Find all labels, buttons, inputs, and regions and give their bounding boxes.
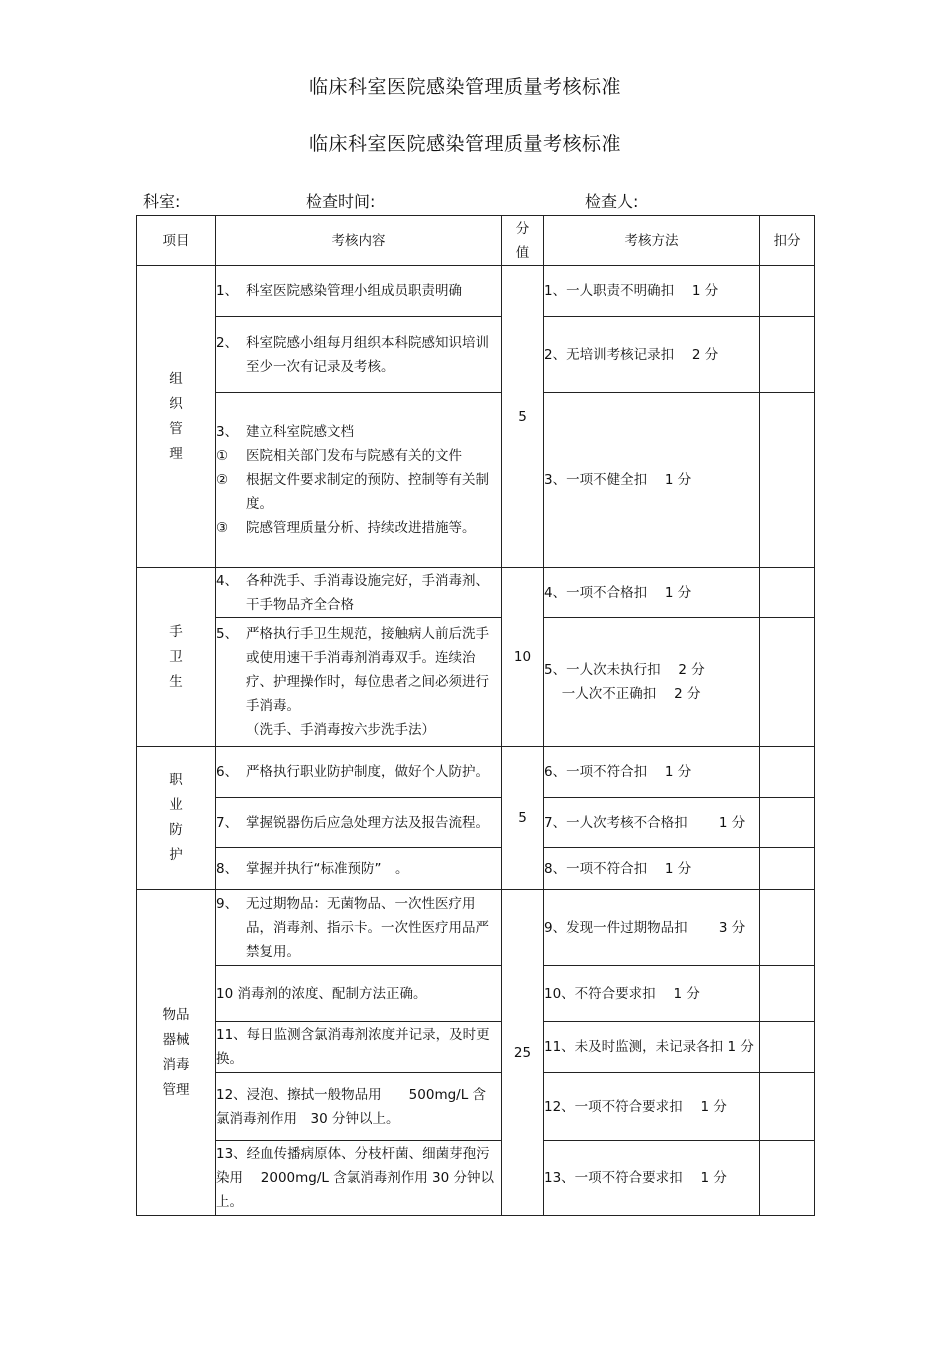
table-row xyxy=(137,747,815,798)
item-number: 9、 xyxy=(216,895,239,912)
table-row xyxy=(137,798,815,848)
item-text: 各种洗手、手消毒设施完好，手消毒剂、干手物品齐全合格 xyxy=(246,572,489,613)
score-cell: 5 xyxy=(502,266,544,568)
item-number: 4、 xyxy=(216,572,239,589)
method-cell: 8、一项不符合扣 1 分 xyxy=(544,848,760,890)
header-deduct: 扣分 xyxy=(760,216,815,266)
deduct-cell[interactable] xyxy=(760,618,815,747)
sub-item-text: 医院相关部门发布与院感有关的文件 xyxy=(246,448,462,464)
score-cell: 25 xyxy=(502,890,544,1216)
assessment-table xyxy=(136,215,815,1216)
method-cell: 11、未及时监测，未记录各扣 1 分 xyxy=(544,1022,760,1073)
item-number: 8、 xyxy=(216,860,239,877)
method-cell: 4、一项不合格扣 1 分 xyxy=(544,568,760,618)
table-row xyxy=(137,966,815,1022)
method-cell: 2、无培训考核记录扣 2 分 xyxy=(544,317,760,393)
table-row xyxy=(137,1073,815,1141)
item-text: 科室医院感染管理小组成员职责明确 xyxy=(246,283,462,299)
table-row xyxy=(137,568,815,618)
deduct-cell[interactable] xyxy=(760,890,815,966)
content-cell xyxy=(216,317,502,393)
deduct-cell[interactable] xyxy=(760,798,815,848)
item-text: 13、经血传播病原体、分枝杆菌、细菌芽孢污染用 2000mg/L 含氯消毒剂作用 30 分钟以上。 xyxy=(216,1146,494,1210)
table-row xyxy=(137,1141,815,1216)
method-cell: 9、发现一件过期物品扣 3 分 xyxy=(544,890,760,966)
deduct-cell[interactable] xyxy=(760,848,815,890)
table-row xyxy=(137,848,815,890)
content-cell xyxy=(216,1022,502,1073)
sub-item-number: ② xyxy=(216,472,229,488)
item-number: 2、 xyxy=(216,334,239,351)
sub-item-text: 根据文件要求制定的预防、控制等有关制度。 xyxy=(246,472,489,512)
method-cell: 13、一项不符合要求扣 1 分 xyxy=(544,1141,760,1216)
item-text: 10 消毒剂的浓度、配制方法正确。 xyxy=(216,985,427,1002)
item-text: 严格执行职业防护制度，做好个人防护。 xyxy=(246,764,489,780)
item-text: 严格执行手卫生规范，接触病人前后洗手或使用速干手消毒剂消毒双手。连续治疗、护理操作时，每位患者之间必须进行手消毒。 （洗手、手消毒按六步洗手法） xyxy=(246,626,489,738)
header-item: 项目 xyxy=(137,216,216,266)
header-score-line1: 分 xyxy=(515,220,530,237)
content-cell xyxy=(216,393,502,568)
method-cell: 10、不符合要求扣 1 分 xyxy=(544,966,760,1022)
score-cell: 5 xyxy=(502,747,544,890)
deduct-cell[interactable] xyxy=(760,747,815,798)
header-score-line2: 值 xyxy=(515,244,530,261)
deduct-cell[interactable] xyxy=(760,1022,815,1073)
method-cell: 3、一项不健全扣 1 分 xyxy=(544,393,760,568)
header-score xyxy=(502,216,544,266)
table-row xyxy=(137,1022,815,1073)
deduct-cell[interactable] xyxy=(760,966,815,1022)
content-cell xyxy=(216,1073,502,1141)
content-cell xyxy=(216,890,502,966)
category-cell xyxy=(137,568,216,747)
sub-item-number: ① xyxy=(216,448,229,464)
item-text: 科室院感小组每月组织本科院感知识培训至少一次有记录及考核。 xyxy=(246,334,489,375)
deduct-cell[interactable] xyxy=(760,317,815,393)
department-label: 科室: xyxy=(143,192,181,211)
content-cell xyxy=(216,966,502,1022)
deduct-cell[interactable] xyxy=(760,1073,815,1141)
header-row xyxy=(137,216,815,266)
document-title: 临床科室医院感染管理质量考核标准 xyxy=(308,76,621,98)
category-name: 组 织 管 理 xyxy=(169,370,183,462)
table-row xyxy=(137,266,815,317)
header-content: 考核内容 xyxy=(216,216,502,266)
item-number: 5、 xyxy=(216,626,239,642)
sub-item-number: ③ xyxy=(216,520,229,536)
table-row xyxy=(137,890,815,966)
item-text: 12、浸泡、擦拭一般物品用 500mg/L 含氯消毒剂作用 30 分钟以上。 xyxy=(216,1086,487,1127)
table-row xyxy=(137,393,815,568)
content-cell xyxy=(216,848,502,890)
deduct-cell[interactable] xyxy=(760,568,815,618)
category-name: 职 业 防 护 xyxy=(169,772,183,863)
table-row xyxy=(137,317,815,393)
deduct-cell[interactable] xyxy=(760,266,815,317)
content-cell xyxy=(216,266,502,317)
item-text: 建立科室院感文档 xyxy=(246,424,354,440)
content-cell xyxy=(216,747,502,798)
method-cell: 6、一项不符合扣 1 分 xyxy=(544,747,760,798)
inspector-label: 检查人: xyxy=(585,192,639,211)
document-subtitle: 临床科室医院感染管理质量考核标准 xyxy=(308,133,621,155)
item-number: 1、 xyxy=(216,283,239,299)
content-cell xyxy=(216,568,502,618)
category-cell xyxy=(137,266,216,568)
item-text: 无过期物品：无菌物品、一次性医疗用品，消毒剂、指示卡。一次性医疗用品严禁复用。 xyxy=(246,895,489,960)
category-name: 物品 器械 消毒 管理 xyxy=(162,1006,190,1098)
inspection-time-label: 检查时间: xyxy=(306,192,376,211)
content-cell xyxy=(216,798,502,848)
table-row xyxy=(137,618,815,747)
item-text: 掌握并执行“标准预防” 。 xyxy=(246,860,409,877)
item-number: 3、 xyxy=(216,424,239,440)
item-number: 7、 xyxy=(216,814,239,831)
content-cell xyxy=(216,618,502,747)
deduct-cell[interactable] xyxy=(760,393,815,568)
method-cell: 7、一人次考核不合格扣 1 分 xyxy=(544,798,760,848)
item-text: 11、每日监测含氯消毒剂浓度并记录，及时更换。 xyxy=(216,1027,490,1067)
content-cell xyxy=(216,1141,502,1216)
score-cell: 10 xyxy=(502,568,544,747)
sub-item-text: 院感管理质量分析、持续改进措施等。 xyxy=(246,520,476,536)
method-cell: 5、一人次未执行扣 2 分 一人次不正确扣 2 分 xyxy=(544,618,760,747)
deduct-cell[interactable] xyxy=(760,1141,815,1216)
item-number: 6、 xyxy=(216,764,239,780)
item-text: 掌握锐器伤后应急处理方法及报告流程。 xyxy=(246,814,489,831)
category-name: 手 卫 生 xyxy=(169,623,183,690)
method-cell: 1、一人职责不明确扣 1 分 xyxy=(544,266,760,317)
category-cell xyxy=(137,890,216,1216)
header-method: 考核方法 xyxy=(544,216,760,266)
method-cell: 12、一项不符合要求扣 1 分 xyxy=(544,1073,760,1141)
category-cell xyxy=(137,747,216,890)
